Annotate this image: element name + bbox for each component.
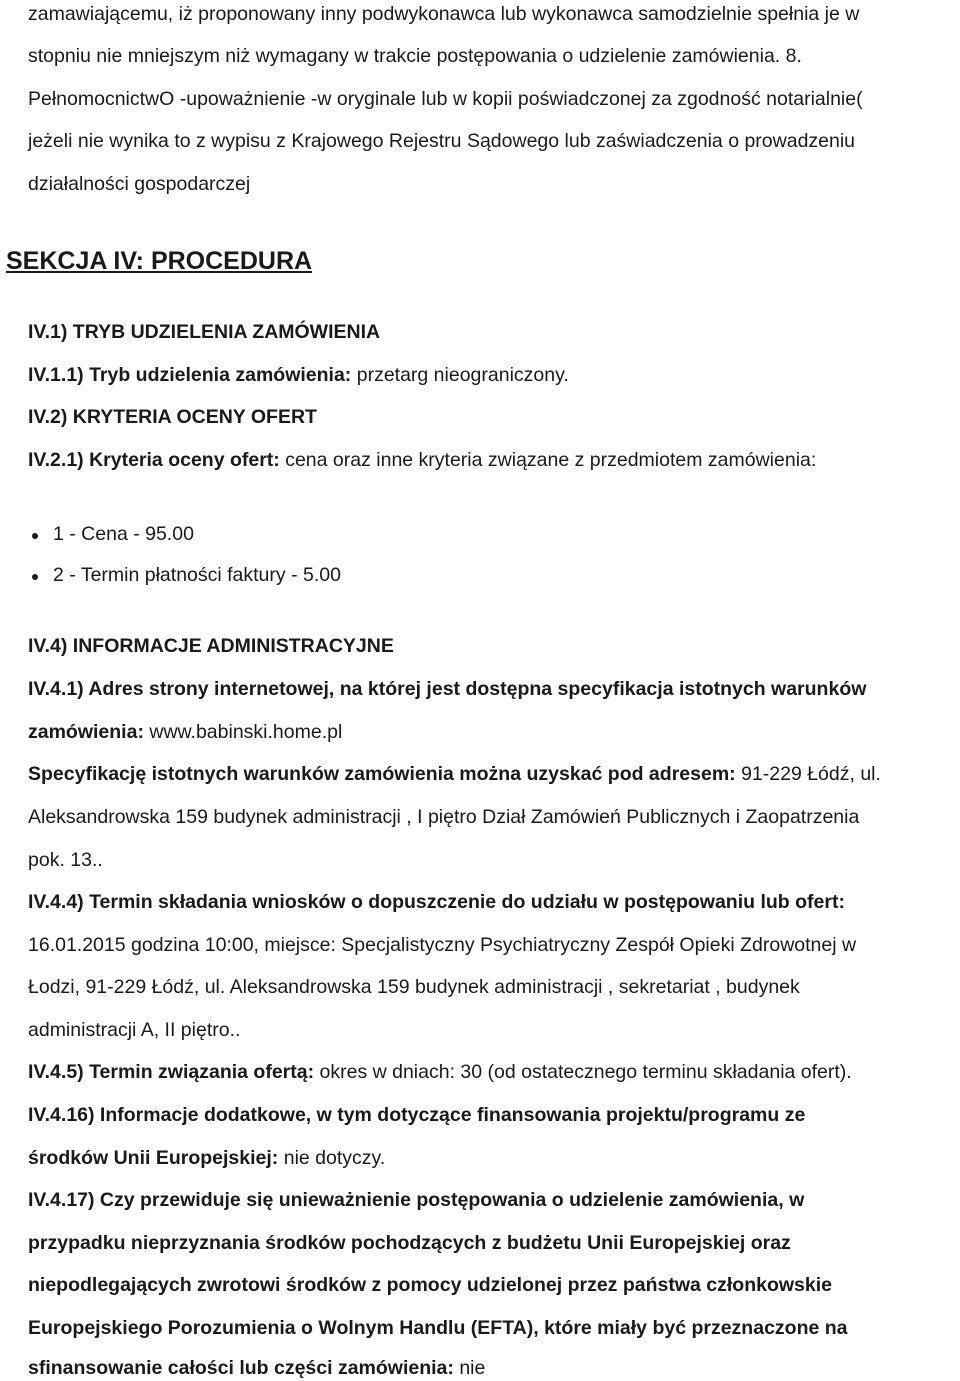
iv4-4-line-3: Łodzi, 91-229 Łódź, ul. Aleksandrowska 159 budynek administracji , sekretariat , budynek <box>28 976 800 998</box>
criteria-item: 1 - Cena - 95.00 <box>53 523 194 545</box>
bullet-icon <box>32 574 38 580</box>
iv4-17-value: nie <box>453 1357 486 1379</box>
iv4-5-value: okres w dniach: 30 (od ostatecznego terminu składania ofert). <box>314 1061 852 1083</box>
spec-line-1 <box>28 762 881 786</box>
spec-value: 91-229 Łódź, ul. <box>735 763 881 785</box>
iv4-1-line-2 <box>28 720 342 744</box>
iv2-1-label: IV.2.1) Kryteria oceny ofert: <box>28 449 280 471</box>
spec-label: Specyfikację istotnych warunków zamówienia można uzyskać pod adresem: <box>28 763 736 785</box>
iv1-heading: IV.1) TRYB UDZIELENIA ZAMÓWIENIA <box>28 321 381 343</box>
iv4-4-line-1: IV.4.4) Termin składania wniosków o dopuszczenie do udziału w postępowaniu lub ofert: <box>28 891 845 913</box>
spec-line-2: Aleksandrowska 159 budynek administracji , I piętro Dział Zamówień Publicznych i Zaopatrzenia <box>28 806 860 828</box>
iv4-1-label: zamówienia: <box>28 721 144 743</box>
iv4-5-label: IV.4.5) Termin związania ofertą: <box>28 1061 315 1083</box>
iv4-17-line-5 <box>28 1356 485 1380</box>
iv4-16-value: nie dotyczy. <box>278 1147 386 1169</box>
spec-line-3: pok. 13.. <box>28 849 103 871</box>
iv2-1-line <box>28 448 816 472</box>
intro-line-5: działalności gospodarczej <box>28 173 251 195</box>
iv4-4-line-4: administracji A, II piętro.. <box>28 1019 241 1041</box>
iv4-heading: IV.4) INFORMACJE ADMINISTRACYJNE <box>28 635 394 657</box>
intro-line-1: zamawiającemu, iż proponowany inny podwykonawca lub wykonawca samodzielnie spełnia je w <box>28 3 860 25</box>
iv4-16-line-2 <box>28 1146 385 1170</box>
iv4-17-line-1: IV.4.17) Czy przewiduje się unieważnienie postępowania o udzielenie zamówienia, w <box>28 1189 805 1211</box>
iv4-17-line-2: przypadku nieprzyznania środków pochodzących z budżetu Unii Europejskiej oraz <box>28 1232 791 1254</box>
iv1-1-label: IV.1.1) Tryb udzielenia zamówienia: <box>28 364 352 386</box>
iv4-1-line-1: IV.4.1) Adres strony internetowej, na której jest dostępna specyfikacja istotnych warunków <box>28 678 867 700</box>
iv4-17-label: sfinansowanie całości lub części zamówienia: <box>28 1357 454 1379</box>
intro-line-2: stopniu nie mniejszym niż wymagany w trakcie postępowania o udzielenie zamówienia. 8. <box>28 45 802 67</box>
iv4-16-label: środków Unii Europejskiej: <box>28 1147 279 1169</box>
website-url: www.babinski.home.pl <box>143 721 343 743</box>
bullet-icon <box>32 533 38 539</box>
iv4-4-line-2: 16.01.2015 godzina 10:00, miejsce: Specjalistyczny Psychiatryczny Zespół Opieki Zdrowotnej w <box>28 934 857 956</box>
iv4-17-line-3: niepodlegających zwrotowi środków z pomocy udzielonej przez państwa członkowskie <box>28 1274 832 1296</box>
criteria-item: 2 - Termin płatności faktury - 5.00 <box>53 564 341 586</box>
intro-line-4: jeżeli nie wynika to z wypisu z Krajowego Rejestru Sądowego lub zaświadczenia o prowadzeniu <box>28 130 856 152</box>
iv1-1-value: przetarg nieograniczony. <box>351 364 569 386</box>
iv4-5-line <box>28 1060 852 1084</box>
iv1-1-line <box>28 363 569 387</box>
section-title: SEKCJA IV: PROCEDURA <box>6 247 313 275</box>
iv2-heading: IV.2) KRYTERIA OCENY OFERT <box>28 406 317 428</box>
iv4-17-line-4: Europejskiego Porozumienia o Wolnym Handlu (EFTA), które miały być przeznaczone na <box>28 1317 848 1339</box>
iv4-16-line-1: IV.4.16) Informacje dodatkowe, w tym dotyczące finansowania projektu/programu ze <box>28 1104 806 1126</box>
intro-line-3: PełnomocnictwO -upoważnienie -w oryginale lub w kopii poświadczonej za zgodność notarialnie( <box>28 88 863 110</box>
iv2-1-value: cena oraz inne kryteria związane z przedmiotem zamówienia: <box>279 449 817 471</box>
